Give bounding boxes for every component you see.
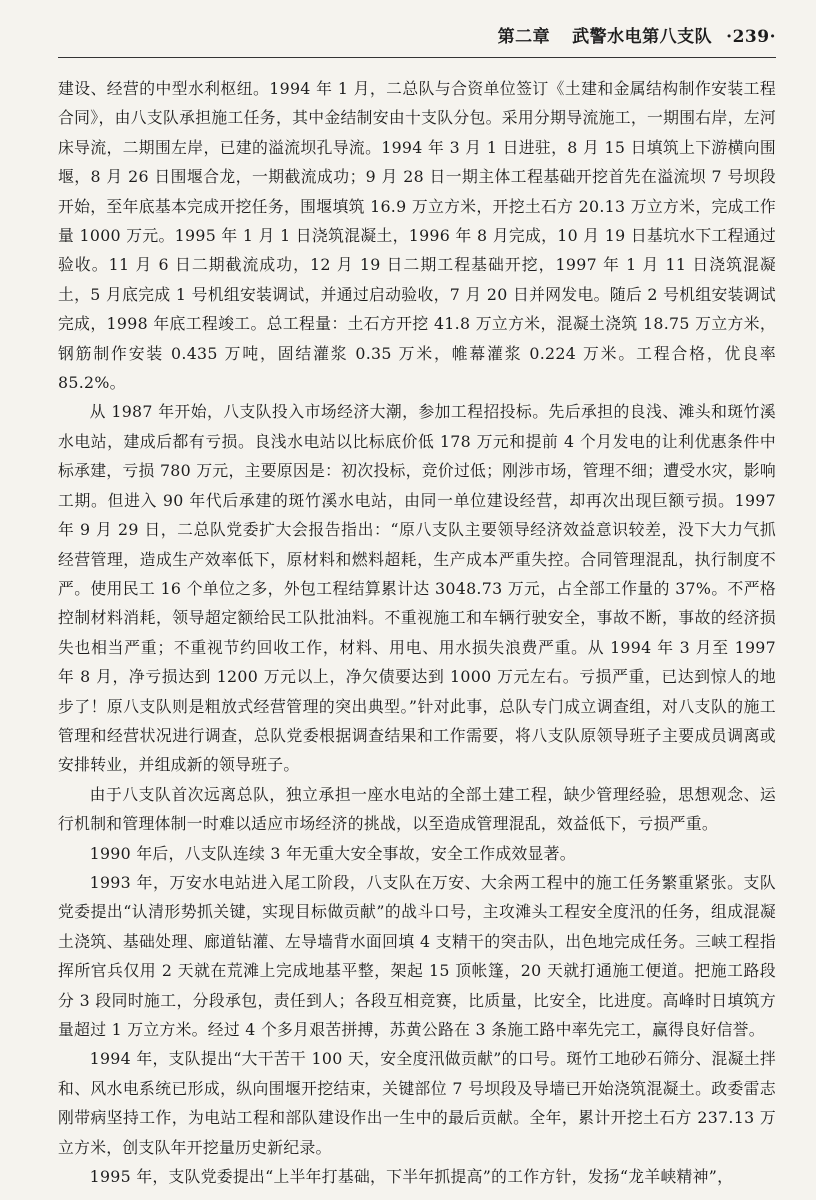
paragraph: 1993 年，万安水电站进入尾工阶段，八支队在万安、大余两工程中的施工任务繁重紧张。支队党委提出“认清形势抓关键，实现目标做贡献”的战斗口号，主攻滩头工程安全度汛的任务，组成混凝土浇筑、基础处理、廊道钻灌、左导墙背水面回填 4 支精干的突击队，出色地完成任务。三峡工程指挥所官兵仅用 2 天就在荒滩上完成地基平整，架起 15 顶帐篷，20 天就打通施工便道。把施工路段分 3 段同时施工，分段承包，责任到人；各段互相竞赛，比质量，比安全，比进度。高峰时日填筑方量超过 1 万立方米。经过 4 个多月艰苦拼搏，苏黄公路在 3 条施工路中率先完工，赢得良好信誉。 — [58, 872, 776, 1039]
paragraph: 由于八支队首次远离总队，独立承担一座水电站的全部土建工程，缺少管理经验，思想观念、运行机制和管理体制一时难以适应市场经济的挑战，以至造成管理混乱，效益低下，亏损严重。 — [58, 784, 776, 834]
paragraph: 从 1987 年开始，八支队投入市场经济大潮，参加工程招投标。先后承担的良浅、滩头和斑竹溪水电站，建成后都有亏损。良浅水电站以比标底价低 178 万元和提前 4 个月发电的让利优惠条件中标承建，亏损 780 万元，主要原因是：初次投标，竞价过低；刚涉市场，管理不细；遭受水灾，影响工期。但进入 90 年代后承建的斑竹溪水电站，由同一单位建设经营，却再次出现巨额亏损。1997 年 9 月 29 日，二总队党委扩大会报告指出：“原八支队主要领导经济效益意识较差，没下大力气抓经营管理，造成生产效率低下，原材料和燃料超耗，生产成本严重失控。合同管理混乱，执行制度不严。使用民工 16 个单位之多，外包工程结算累计达 3048.73 万元，占全部工作量的 37%。不严格控制材料消耗，领导超定额给民工队批油料。不重视施工和车辆行驶安全，事故不断，事故的经济损失也相当严重；不重视节约回收工作，材料、用电、用水损失浪费严重。从 1994 年 3 月至 1997 年 8 月，净亏损达到 1200 万元以上，净欠债要达到 1000 万元左右。亏损严重，已达到惊人的地步了！原八支队则是粗放式经营管理的突出典型。”针对此事，总队专门成立调查组，对八支队的施工管理和经营状况进行调查，总队党委根据调查结果和工作需要，将八支队原领导班子主要成员调离或安排转业，并组成新的领导班子。 — [58, 402, 776, 775]
chapter-title: 武警水电第八支队 — [572, 27, 713, 47]
paragraph: 1990 年后，八支队连续 3 年无重大安全事故，安全工作成效显著。 — [89, 843, 576, 863]
page-number: ·239· — [726, 27, 776, 47]
paragraph: 1995 年，支队党委提出“上半年打基础，下半年抓提高”的工作方针，发扬“龙羊峡精神”， — [89, 1167, 734, 1187]
paragraph-continued: 建设、经营的中型水利枢纽。1994 年 1 月，二总队与合资单位签订《土建和金属结构制作安装工程合同》，由八支队承担施工任务，其中金结制安由十支队分包。采用分期导流施工，一期围右岸，左河床导流，二期围左岸，已建的溢流坝孔导流。1994 年 3 月 1 日进驻，8 月 15 日填筑上下游横向围堰，8 月 26 日围堰合龙，一期截流成功；9 月 28 日一期主体工程基础开挖首先在溢流坝 7 号坝段开始，至年底基本完成开挖任务，围堰填筑 16.9 万立方米，开挖土石方 20.13 万立方米，完成工作量 1000 万元。1995 年 1 月 1 日浇筑混凝土，1996 年 8 月完成，10 月 19 日基坑水下工程通过验收。11 月 6 日二期截流成功，12 月 19 日二期工程基础开挖，1997 年 1 月 11 日浇筑混凝土，5 月底完成 1 号机组安装调试，并通过启动验收，7 月 20 日并网发电。随后 2 号机组安装调试完成，1998 年底工程竣工。总工程量：土石方开挖 41.8 万立方米，混凝土浇筑 18.75 万立方米，钢筋制作安装 0.435 万吨，固结灌浆 0.35 万米，帷幕灌浆 0.224 万米。工程合格，优良率 85.2%。 — [58, 79, 776, 393]
running-header — [58, 0, 776, 58]
page-body — [58, 74, 776, 1191]
chapter-label: 第二章 — [497, 27, 551, 47]
paragraph: 1994 年，支队提出“大干苦干 100 天，安全度汛做贡献”的口号。斑竹工地砂石筛分、混凝土拌和、风水电系统已形成，纵向围堰开挖结束，关键部位 7 号坝段及导墙已开始浇筑混凝土。政委雷志刚带病坚持工作，为电站工程和部队建设作出一生中的最后贡献。全年，累计开挖土石方 237.13 万立方米，创支队年开挖量历史新纪录。 — [58, 1049, 776, 1157]
